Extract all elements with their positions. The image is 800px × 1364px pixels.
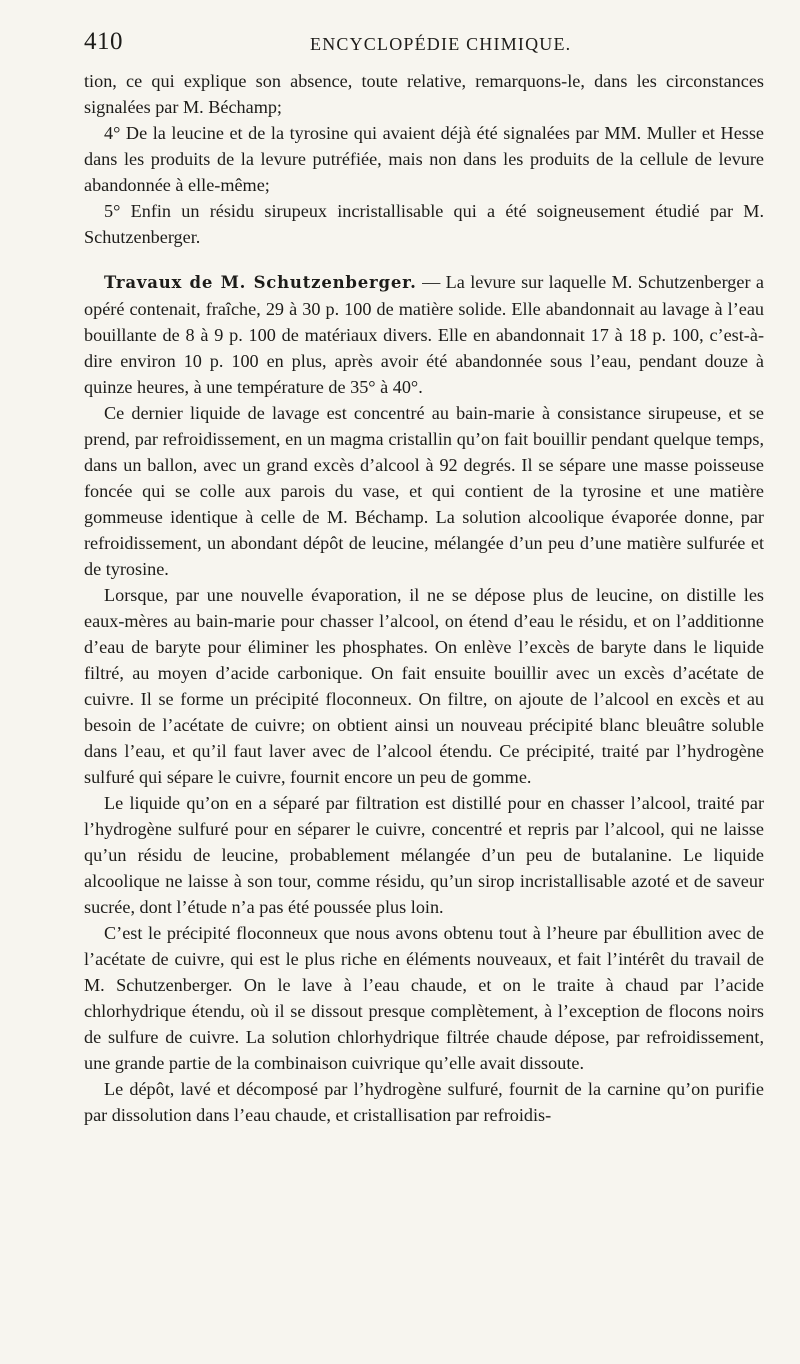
paragraph-text: tion, ce qui explique son absence, toute relative, remarquons-le, dans les circonstances signalées par M. Béchamp; [84,71,764,117]
paragraph [84,400,764,582]
paragraph [84,582,764,790]
body-text [84,68,764,1128]
section-heading: Travaux de M. Schutzenberger. [104,273,417,292]
paragraph-text: 5° Enfin un résidu sirupeux incristallisable qui a été soigneusement étudié par M. Schutzenberger. [84,201,764,247]
paragraph-text: Ce dernier liquide de lavage est concentré au bain-marie à consistance sirupeuse, et se prend, par refroidissement, en un magma cristallin qu’on fait bouillir pendant quelque temps, dans un ballon, avec un grand excès d’alcool à 92 degrés. Il se sépare une masse poisseuse foncée qui se colle aux parois du vase, et qui contient de la tyrosine et une matière gommeuse identique à celle de M. Béchamp. La solution alcoolique évaporée donne, par refroidissement, un abondant dépôt de leucine, mélangée d’un peu d’une matière sulfurée et de tyrosine. [84,403,764,579]
running-title: ENCYCLOPÉDIE CHIMIQUE. [310,34,572,54]
section-paragraph [84,269,764,400]
section-spacer [84,250,764,269]
paragraph-text: Le dépôt, lavé et décomposé par l’hydrogène sulfuré, fournit de la carnine qu’on purifie par dissolution dans l’eau chaude, et cristallisation par refroidis- [84,1079,764,1125]
paragraph-text: Le liquide qu’on en a séparé par filtration est distillé pour en chasser l’alcool, traité par l’hydrogène sulfuré pour en séparer le cuivre, concentré et repris par l’alcool, qui ne laisse qu’un résidu de leucine, probablement mélangée d’un peu de butalanine. Le liquide alcoolique ne laisse à son tour, comme résidu, qu’un sirop incristallisable azoté et de saveur sucrée, dont l’étude n’a pas été poussée plus loin. [84,793,764,917]
paragraph [84,920,764,1076]
page-header [84,28,764,58]
paragraph-text: 4° De la leucine et de la tyrosine qui avaient déjà été signalées par MM. Muller et Hesse dans les produits de la levure putréfiée, mais non dans les produits de la cellule de levure abandonnée à elle-même; [84,123,764,195]
paragraph-text: — La levure sur laquelle M. Schutzenberger a opéré contenait, fraîche, 29 à 30 p. 100 de matière solide. Elle abandonnait au lavage à l’eau bouillante de 8 à 9 p. 100 de matériaux divers. Elle en abandonnait 17 à 18 p. 100, c’est-à-dire environ 10 p. 100 en plus, après avoir été abandonnée sous l’eau, pendant douze à quinze heures, à une température de 35° à 40°. [84,272,764,397]
paragraph-text: C’est le précipité floconneux que nous avons obtenu tout à l’heure par ébullition avec de l’acétate de cuivre, qui est le plus riche en éléments nouveaux, et fait l’intérêt du travail de M. Schutzenberger. On le lave à l’eau chaude, et on le traite à chaud par l’acide chlorhydrique étendu, où il se dissout presque complètement, à l’exception de flocons noirs de sulfure de cuivre. La solution chlorhydrique filtrée chaude dépose, par refroidissement, une grande partie de la combinaison cuivrique qu’elle avait dissoute. [84,923,764,1073]
paragraph [84,198,764,250]
paragraph [84,120,764,198]
page-number: 410 [84,28,123,55]
paragraph [84,68,764,120]
paragraph-text: Lorsque, par une nouvelle évaporation, il ne se dépose plus de leucine, on distille les eaux-mères au bain-marie pour chasser l’alcool, on étend d’eau le résidu, et on l’additionne d’eau de baryte pour éliminer les phosphates. On enlève l’excès de baryte dans le liquide filtré, au moyen d’acide carbonique. On fait ensuite bouillir avec un excès d’acétate de cuivre. Il se forme un précipité floconneux. On filtre, on ajoute de l’alcool en excès et au besoin de l’acétate de cuivre; on obtient ainsi un nouveau précipité blanc bleuâtre soluble dans l’eau, et qu’il faut laver avec de l’alcool étendu. Ce précipité, traité par l’hydrogène sulfuré qui sépare le cuivre, fournit encore un peu de gomme. [84,585,764,787]
paragraph [84,790,764,920]
paragraph [84,1076,764,1128]
